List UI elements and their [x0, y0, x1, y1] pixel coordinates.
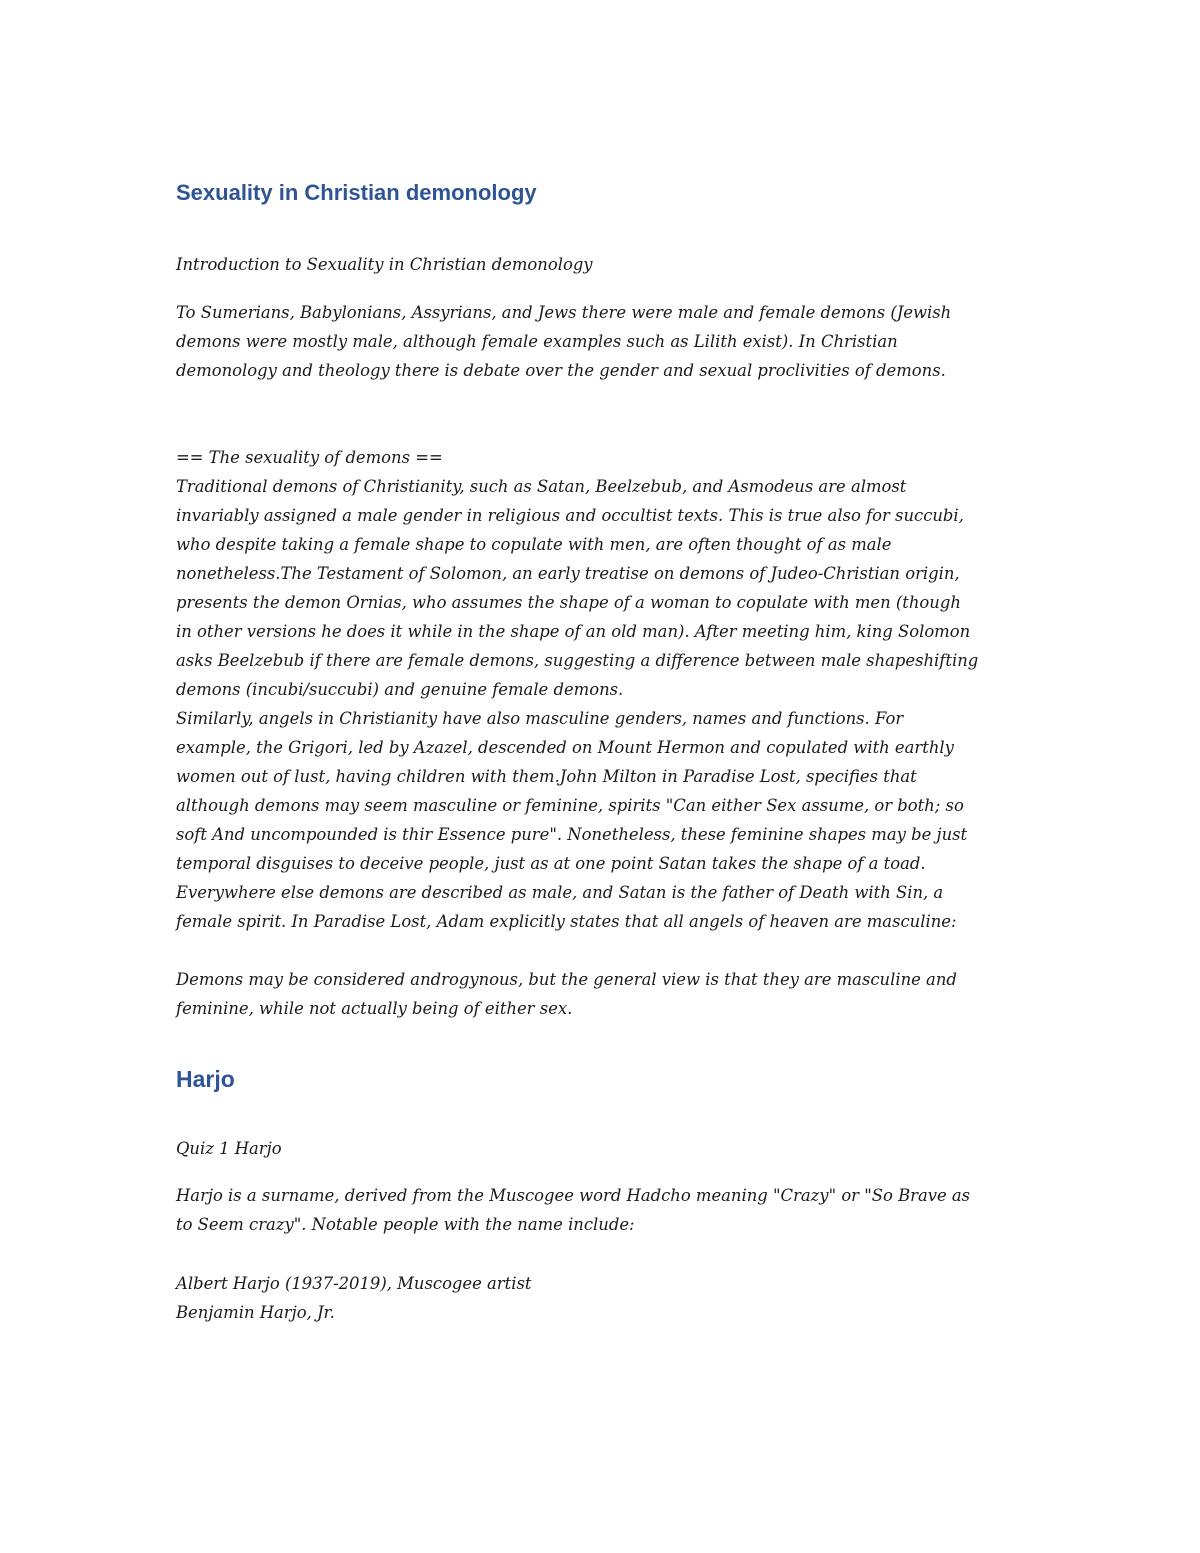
paragraph-line: women out of lust, having children with them.John Milton in Paradise Lost, specifies that	[176, 767, 917, 786]
paragraph-line: demons (incubi/succubi) and genuine female demons.	[176, 680, 624, 699]
paragraph-line: asks Beelzebub if there are female demons, suggesting a difference between male shapeshifting	[176, 651, 979, 670]
paragraph-line: female spirit. In Paradise Lost, Adam explicitly states that all angels of heaven are masculine:	[176, 912, 957, 931]
section-heading-sexuality: Sexuality in Christian demonology	[176, 180, 537, 205]
paragraph-line: feminine, while not actually being of either sex.	[176, 999, 573, 1018]
paragraph-line: Traditional demons of Christianity, such as Satan, Beelzebub, and Asmodeus are almost	[176, 477, 907, 496]
paragraph-line: presents the demon Ornias, who assumes the shape of a woman to copulate with men (though	[176, 593, 961, 612]
closing-paragraph-sexuality	[176, 965, 1036, 1023]
intro-paragraph-sexuality	[176, 298, 1036, 385]
paragraph-line: in other versions he does it while in the shape of an old man). After meeting him, king Solomon	[176, 622, 971, 641]
paragraph-line: who despite taking a female shape to copulate with men, are often thought of as male	[176, 535, 892, 554]
paragraph-line: temporal disguises to deceive people, just as at one point Satan takes the shape of a toad.	[176, 854, 926, 873]
paragraph-line: demons were mostly male, although female examples such as Lilith exist). In Christian	[176, 332, 898, 351]
paragraph-line: soft And uncompounded is thir Essence pure". Nonetheless, these feminine shapes may be just	[176, 825, 968, 844]
intro-paragraph-harjo	[176, 1181, 1036, 1239]
paragraph-line: == The sexuality of demons ==	[176, 448, 443, 467]
paragraph-line: example, the Grigori, led by Azazel, descended on Mount Hermon and copulated with earthly	[176, 738, 954, 757]
section-subtitle-harjo	[176, 1134, 1036, 1163]
paragraph-line: Harjo is a surname, derived from the Muscogee word Hadcho meaning "Crazy" or "So Brave as	[176, 1186, 971, 1205]
paragraph-line: demonology and theology there is debate over the gender and sexual proclivities of demons.	[176, 361, 946, 380]
subtitle-text: Introduction to Sexuality in Christian demonology	[176, 255, 593, 274]
list-item: Albert Harjo (1937-2019), Muscogee artist	[176, 1274, 532, 1293]
subtitle-text: Quiz 1 Harjo	[176, 1139, 282, 1158]
paragraph-line: Similarly, angels in Christianity have also masculine genders, names and functions. For	[176, 709, 904, 728]
paragraph-line: invariably assigned a male gender in religious and occultist texts. This is true also for succubi,	[176, 506, 964, 525]
name-list-harjo	[176, 1269, 1036, 1327]
paragraph-line: Demons may be considered androgynous, but the general view is that they are masculine and	[176, 970, 957, 989]
paragraph-line: Everywhere else demons are described as male, and Satan is the father of Death with Sin, a	[176, 883, 944, 902]
paragraph-line: To Sumerians, Babylonians, Assyrians, and Jews there were male and female demons (Jewish	[176, 303, 952, 322]
section-heading-harjo: Harjo	[176, 1066, 235, 1092]
paragraph-line: nonetheless.The Testament of Solomon, an early treatise on demons of Judeo-Christian origin,	[176, 564, 960, 583]
list-item: Benjamin Harjo, Jr.	[176, 1303, 335, 1322]
paragraph-line: to Seem crazy". Notable people with the name include:	[176, 1215, 635, 1234]
paragraph-line: although demons may seem masculine or feminine, spirits "Can either Sex assume, or both; so	[176, 796, 964, 815]
body-paragraph-sexuality-of-demons	[176, 443, 1036, 936]
section-subtitle-sexuality	[176, 250, 1036, 279]
